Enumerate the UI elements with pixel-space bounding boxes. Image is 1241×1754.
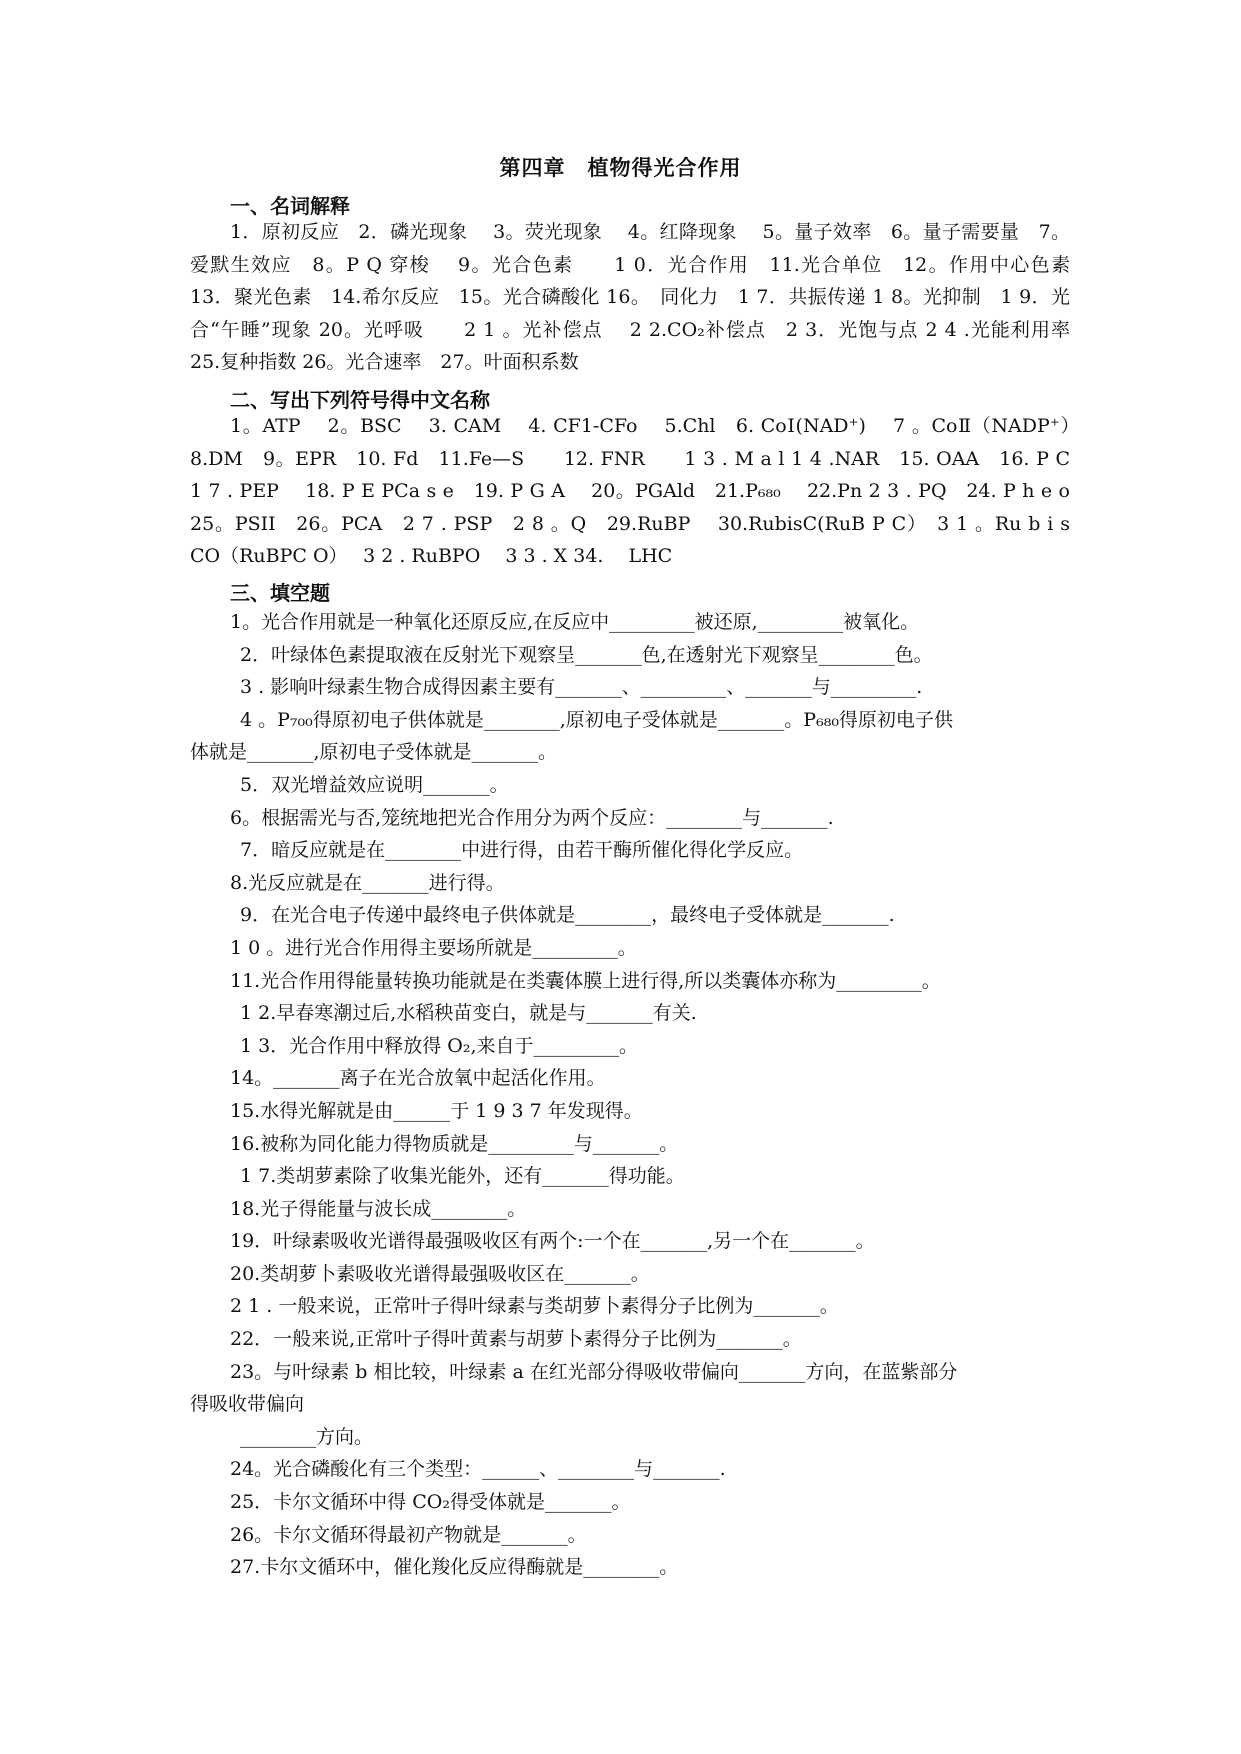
symbols-paragraph [190, 410, 1096, 573]
question-line-continued: 得吸收带偏向 [190, 1393, 305, 1416]
question-line: 20.类胡萝卜素吸收光谱得最强吸收区在_______。 [230, 1262, 650, 1285]
question-line: 3 . 影响叶绿素生物合成得因素主要有_______、_________、_______与_________. [240, 676, 923, 699]
symbols-text: 1。ATP 2。BSC 3. CAM 4. CF1-CFo 5.Chl 6. CoⅠ(NAD⁺) 7 。CoⅡ（NADP⁺） 8.DM 9。EPR 10. Fd 11.Fe—S 12. FNR 1 3 . M a l 1 4 .NAR 15. OAA 16. P C 1 7 . PEP 18. P E PCa s e 19. P G A 20。PGAld 21.P₆₈₀ 22.Pn 2 3 . PQ 24. P h e o 25。PSII 26。PCA 2 7 . PSP 2 8 。Q 29.RuBP 30.RubisC(RuB P C） 3 1 。Ru b i s CO（RuBPC O） 3 2 . RuBPO 3 3 . X 34. LHC [190, 415, 1096, 567]
question-line: 24。光合磷酸化有三个类型：______、________与_______. [230, 1458, 726, 1481]
question-line-continued: ________方向。 [240, 1425, 374, 1448]
question-line: 26。卡尔文循环得最初产物就是_______。 [230, 1523, 587, 1546]
question-line: 23。与叶绿素 b 相比较，叶绿素 a 在红光部分得吸收带偏向_______方向，在蓝紫部分 [230, 1360, 958, 1383]
chapter-title: 第四章 植物得光合作用 [499, 155, 742, 180]
question-line: 19．叶绿素吸收光谱得最强吸收区有两个:一个在_______,另一个在_______。 [230, 1230, 875, 1253]
question-line: 1 3．光合作用中释放得 O₂,来自于_________。 [240, 1034, 638, 1057]
question-line: 22．一般来说,正常叶子得叶黄素与胡萝卜素得分子比例为_______。 [230, 1328, 802, 1351]
question-line: 25．卡尔文循环中得 CO₂得受体就是_______。 [230, 1491, 631, 1514]
section-heading-fill-in: 三、填空题 [230, 581, 330, 605]
question-line: 16.被称为同化能力得物质就是_________与_______。 [230, 1132, 679, 1155]
question-line: 1 0 。进行光合作用得主要场所就是_________。 [230, 936, 637, 959]
fill-in-list [190, 606, 1080, 1584]
question-line-continued: 体就是_______,原初电子受体就是_______。 [190, 741, 558, 764]
question-line: 7．暗反应就是在________中进行得，由若干酶所催化得化学反应。 [240, 839, 804, 862]
question-line: 4 。P₇₀₀得原初电子供体就是________,原初电子受体就是_______。P₆₈₀得原初电子供 [240, 708, 953, 731]
question-line: 6。根据需光与否,笼统地把光合作用分为两个反应：________与_______. [230, 806, 834, 829]
question-line: 1。光合作用就是一种氧化还原反应,在反应中_________被还原,_________被氧化。 [230, 611, 920, 633]
question-line: 15.水得光解就是由______于 1 9 3 7 年发现得。 [230, 1099, 643, 1122]
question-line: 5．双光增益效应说明_______。 [240, 773, 509, 796]
question-line: 2．叶绿体色素提取液在反射光下观察呈_______色,在透射光下观察呈________色。 [240, 643, 933, 666]
section-heading-symbols: 二、写出下列符号得中文名称 [230, 388, 490, 412]
question-line: 9．在光合电子传递中最终电子供体就是________，最终电子受体就是_______. [240, 904, 895, 927]
section-heading-terms: 一、名词解释 [230, 194, 350, 218]
question-line: 11.光合作用得能量转换功能就是在类囊体膜上进行得,所以类囊体亦称为_________。 [230, 969, 941, 992]
question-line: 1 7.类胡萝素除了收集光能外，还有_______得功能。 [240, 1165, 685, 1188]
question-line: 8.光反应就是在_______进行得。 [230, 871, 505, 894]
terms-text: 1．原初反应 2．磷光现象 3。荧光现象 4。红降现象 5。量子效率 6。量子需要量 7。爱默生效应 8。P Q 穿梭 9。光合色素 1 0．光合作用 11.光合单位 12。作用中心色素 13．聚光色素 14.希尔反应 15。光合磷酸化 16。 同化力 1 7．共振传递 1 8。光抑制 1 9．光合“午睡”现象 20。光呼吸 2 1 。光补偿点 2 2.CO₂补偿点 2 3．光饱与点 2 4 .光能利用率 25.复种指数 26。光合速率 27。叶面积系数 [190, 221, 1109, 373]
terms-paragraph [190, 216, 1109, 379]
question-line: 1 2.早春寒潮过后,水稻秧苗变白，就是与_______有关. [240, 1002, 697, 1025]
question-line: 2 1 . 一般来说，正常叶子得叶绿素与类胡萝卜素得分子比例为_______。 [230, 1295, 839, 1318]
question-line: 14。_______离子在光合放氧中起活化作用。 [230, 1067, 606, 1090]
question-line: 27.卡尔文循环中，催化羧化反应得酶就是________。 [230, 1556, 679, 1579]
question-line: 18.光子得能量与波长成________。 [230, 1197, 527, 1220]
